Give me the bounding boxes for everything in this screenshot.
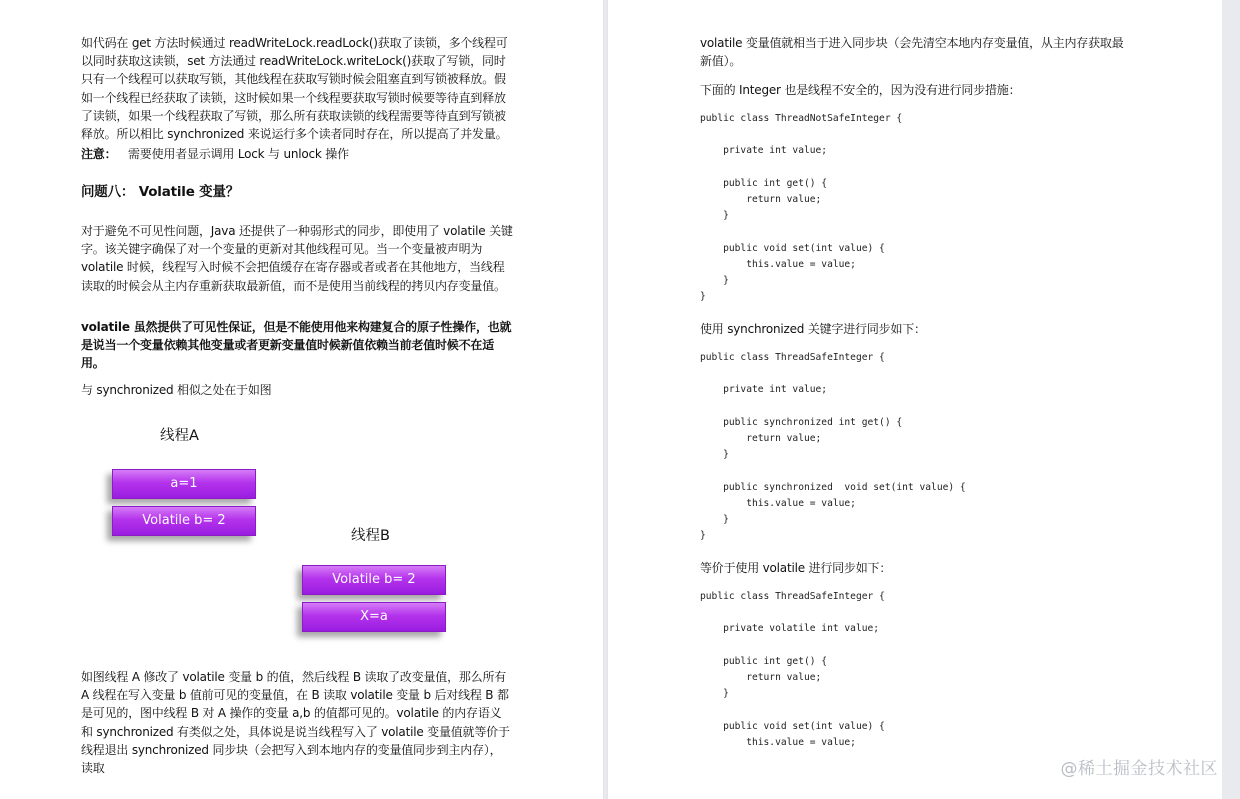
code-thread-safe-integer-synchronized: public class ThreadSafeInteger { private int value; public synchronized int get() { return value; } public synchronized void set(int value) { this.value = value; } }	[700, 352, 966, 542]
paragraph-volatile-equivalent: 等价于使用 volatile 进行同步如下：	[700, 561, 892, 575]
document-page-left	[0, 0, 603, 799]
box-a-volatile-write: Volatile b= 2	[112, 506, 256, 536]
volatile-diagram	[100, 418, 460, 643]
watermark: @稀土掘金技术社区	[1060, 759, 1218, 779]
code-thread-not-safe-integer: public class ThreadNotSafeInteger { private int value; public int get() { return value; } public void set(int value) { this.value = value; } }	[700, 113, 903, 303]
note-line	[81, 145, 513, 163]
note-text: 需要使用者显示调用 Lock 与 unlock 操作	[128, 147, 349, 161]
paragraph-volatile-intro: 对于避免不可见性问题，Java 还提供了一种弱形式的同步，即使用了 volatile 关键字。该关键字确保了对一个变量的更新对其他线程可见。当一个变量被声明为 volatile 时候，线程写入时候不会把值缓存在寄存器或者或者在其他地方，当线程读取的时候会从主内存重新获取最新值，而不是使用当前线程的拷贝内存变量值。	[81, 224, 513, 293]
box-b-read-a: X=a	[302, 602, 446, 632]
paragraph-synchronized: 使用 synchronized 关键字进行同步如下：	[700, 322, 926, 336]
box-a-assign: a=1	[112, 469, 256, 499]
thread-a-label: 线程A	[160, 428, 199, 444]
thread-b-label: 线程B	[351, 528, 390, 544]
document-page-right	[608, 0, 1222, 799]
note-label: 注意：	[81, 147, 117, 161]
paragraph-volatile-warning: volatile 虽然提供了可见性保证，但是不能使用他来构建复合的原子性操作，也就是说当一个变量依赖其他变量或者更新变量值时候新值依赖当前老值时候不在适用。	[81, 320, 512, 371]
box-b-volatile-read: Volatile b= 2	[302, 565, 446, 595]
paragraph-volatile-read: volatile 变量值就相当于进入同步块（会先清空本地内存变量值，从主内存获取最新值）。	[700, 36, 1124, 69]
paragraph-diagram-explanation: 如图线程 A 修改了 volatile 变量 b 的值，然后线程 B 读取了改变量值，那么所有 A 线程在写入变量 b 值前可见的变量值，在 B 读取 volatile 变量 b 后对线程 B 都是可见的，图中线程 B 对 A 操作的变量 a,b 的值都可见的。volatile 的内存语义和 synchronized 有类似之处，具体说是说当线程写入了 volatile 变量值就等价于线程退出 synchronized 同步块（会把写入到本地内存的变量值同步到主内存），读取	[81, 670, 510, 776]
scrollbar-track[interactable]	[1222, 0, 1240, 799]
section-heading-volatile: 问题八： Volatile 变量？	[81, 184, 240, 200]
code-thread-safe-integer-volatile: public class ThreadSafeInteger { private volatile int value; public int get() { return value; } public void set(int value) { this.value = value;	[700, 591, 885, 748]
paragraph-readwritelock: 如代码在 get 方法时候通过 readWriteLock.readLock()获取了读锁，多个线程可以同时获取这读锁，set 方法通过 readWriteLock.writeLock()获取了写锁，同时只有一个线程可以获取写锁，其他线程在获取写锁时候会阻塞直到写锁被释放。假如一个线程已经获取了读锁，这时候如果一个线程要获取写锁时候要等待直到释放了读锁，如果一个线程获取了写锁，那么所有获取读锁的线程需要等待直到写锁被释放。所以相比 synchronized 来说运行多个读者同时存在，所以提高了并发量。	[81, 36, 508, 142]
paragraph-figure-intro: 与 synchronized 相似之处在于如图	[81, 383, 272, 397]
paragraph-integer-unsafe: 下面的 Integer 也是线程不安全的，因为没有进行同步措施：	[700, 83, 1021, 97]
